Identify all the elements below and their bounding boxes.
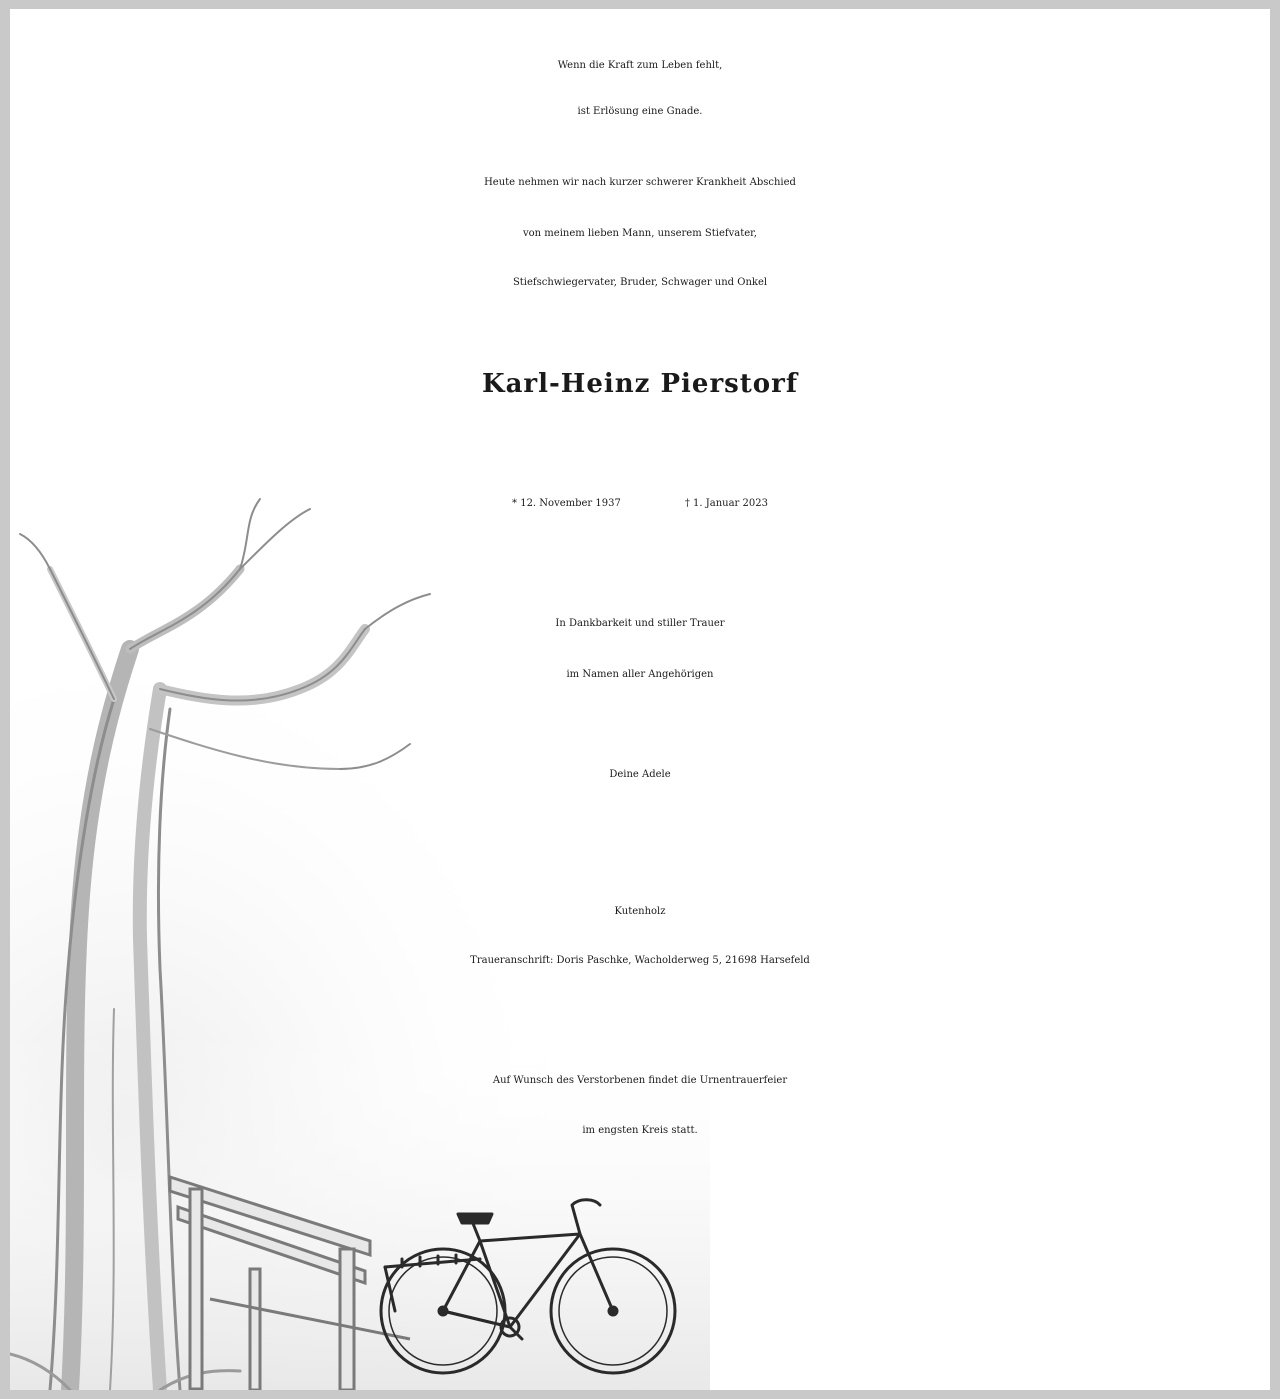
motto-line-2: ist Erlösung eine Gnade. [577,106,703,117]
birth-date: * 12. November 1937 [512,498,621,509]
signer-name: Deine Adele [609,769,671,780]
announcement-line-3: Stiefschwiegervater, Bruder, Schwager und Onkel [512,277,768,288]
place-name: Kutenholz [614,906,666,917]
motto-line-1: Wenn die Kraft zum Leben fehlt, [557,60,723,71]
announcement-line-2: von meinem lieben Mann, unserem Stiefvater, [523,228,757,239]
obituary-notice [10,9,1270,1390]
mourning-line-2: im Namen aller Angehörigen [566,669,714,680]
announcement-line-1: Heute nehmen wir nach kurzer schwerer Krankheit Abschied [484,177,796,188]
death-date: † 1. Januar 2023 [684,498,768,509]
deceased-name: Karl-Heinz Pierstorf [481,369,799,399]
mourning-line-1: In Dankbarkeit und stiller Trauer [555,618,725,629]
life-dates [10,499,1270,509]
closing-line-1: Auf Wunsch des Verstorbenen findet die Urnentrauerfeier [492,1075,788,1086]
closing-line-2: im engsten Kreis statt. [582,1125,698,1136]
mourning-address: Traueranschrift: Doris Paschke, Wacholderweg 5, 21698 Harsefeld [470,955,810,966]
background-illustration [10,9,1270,1390]
